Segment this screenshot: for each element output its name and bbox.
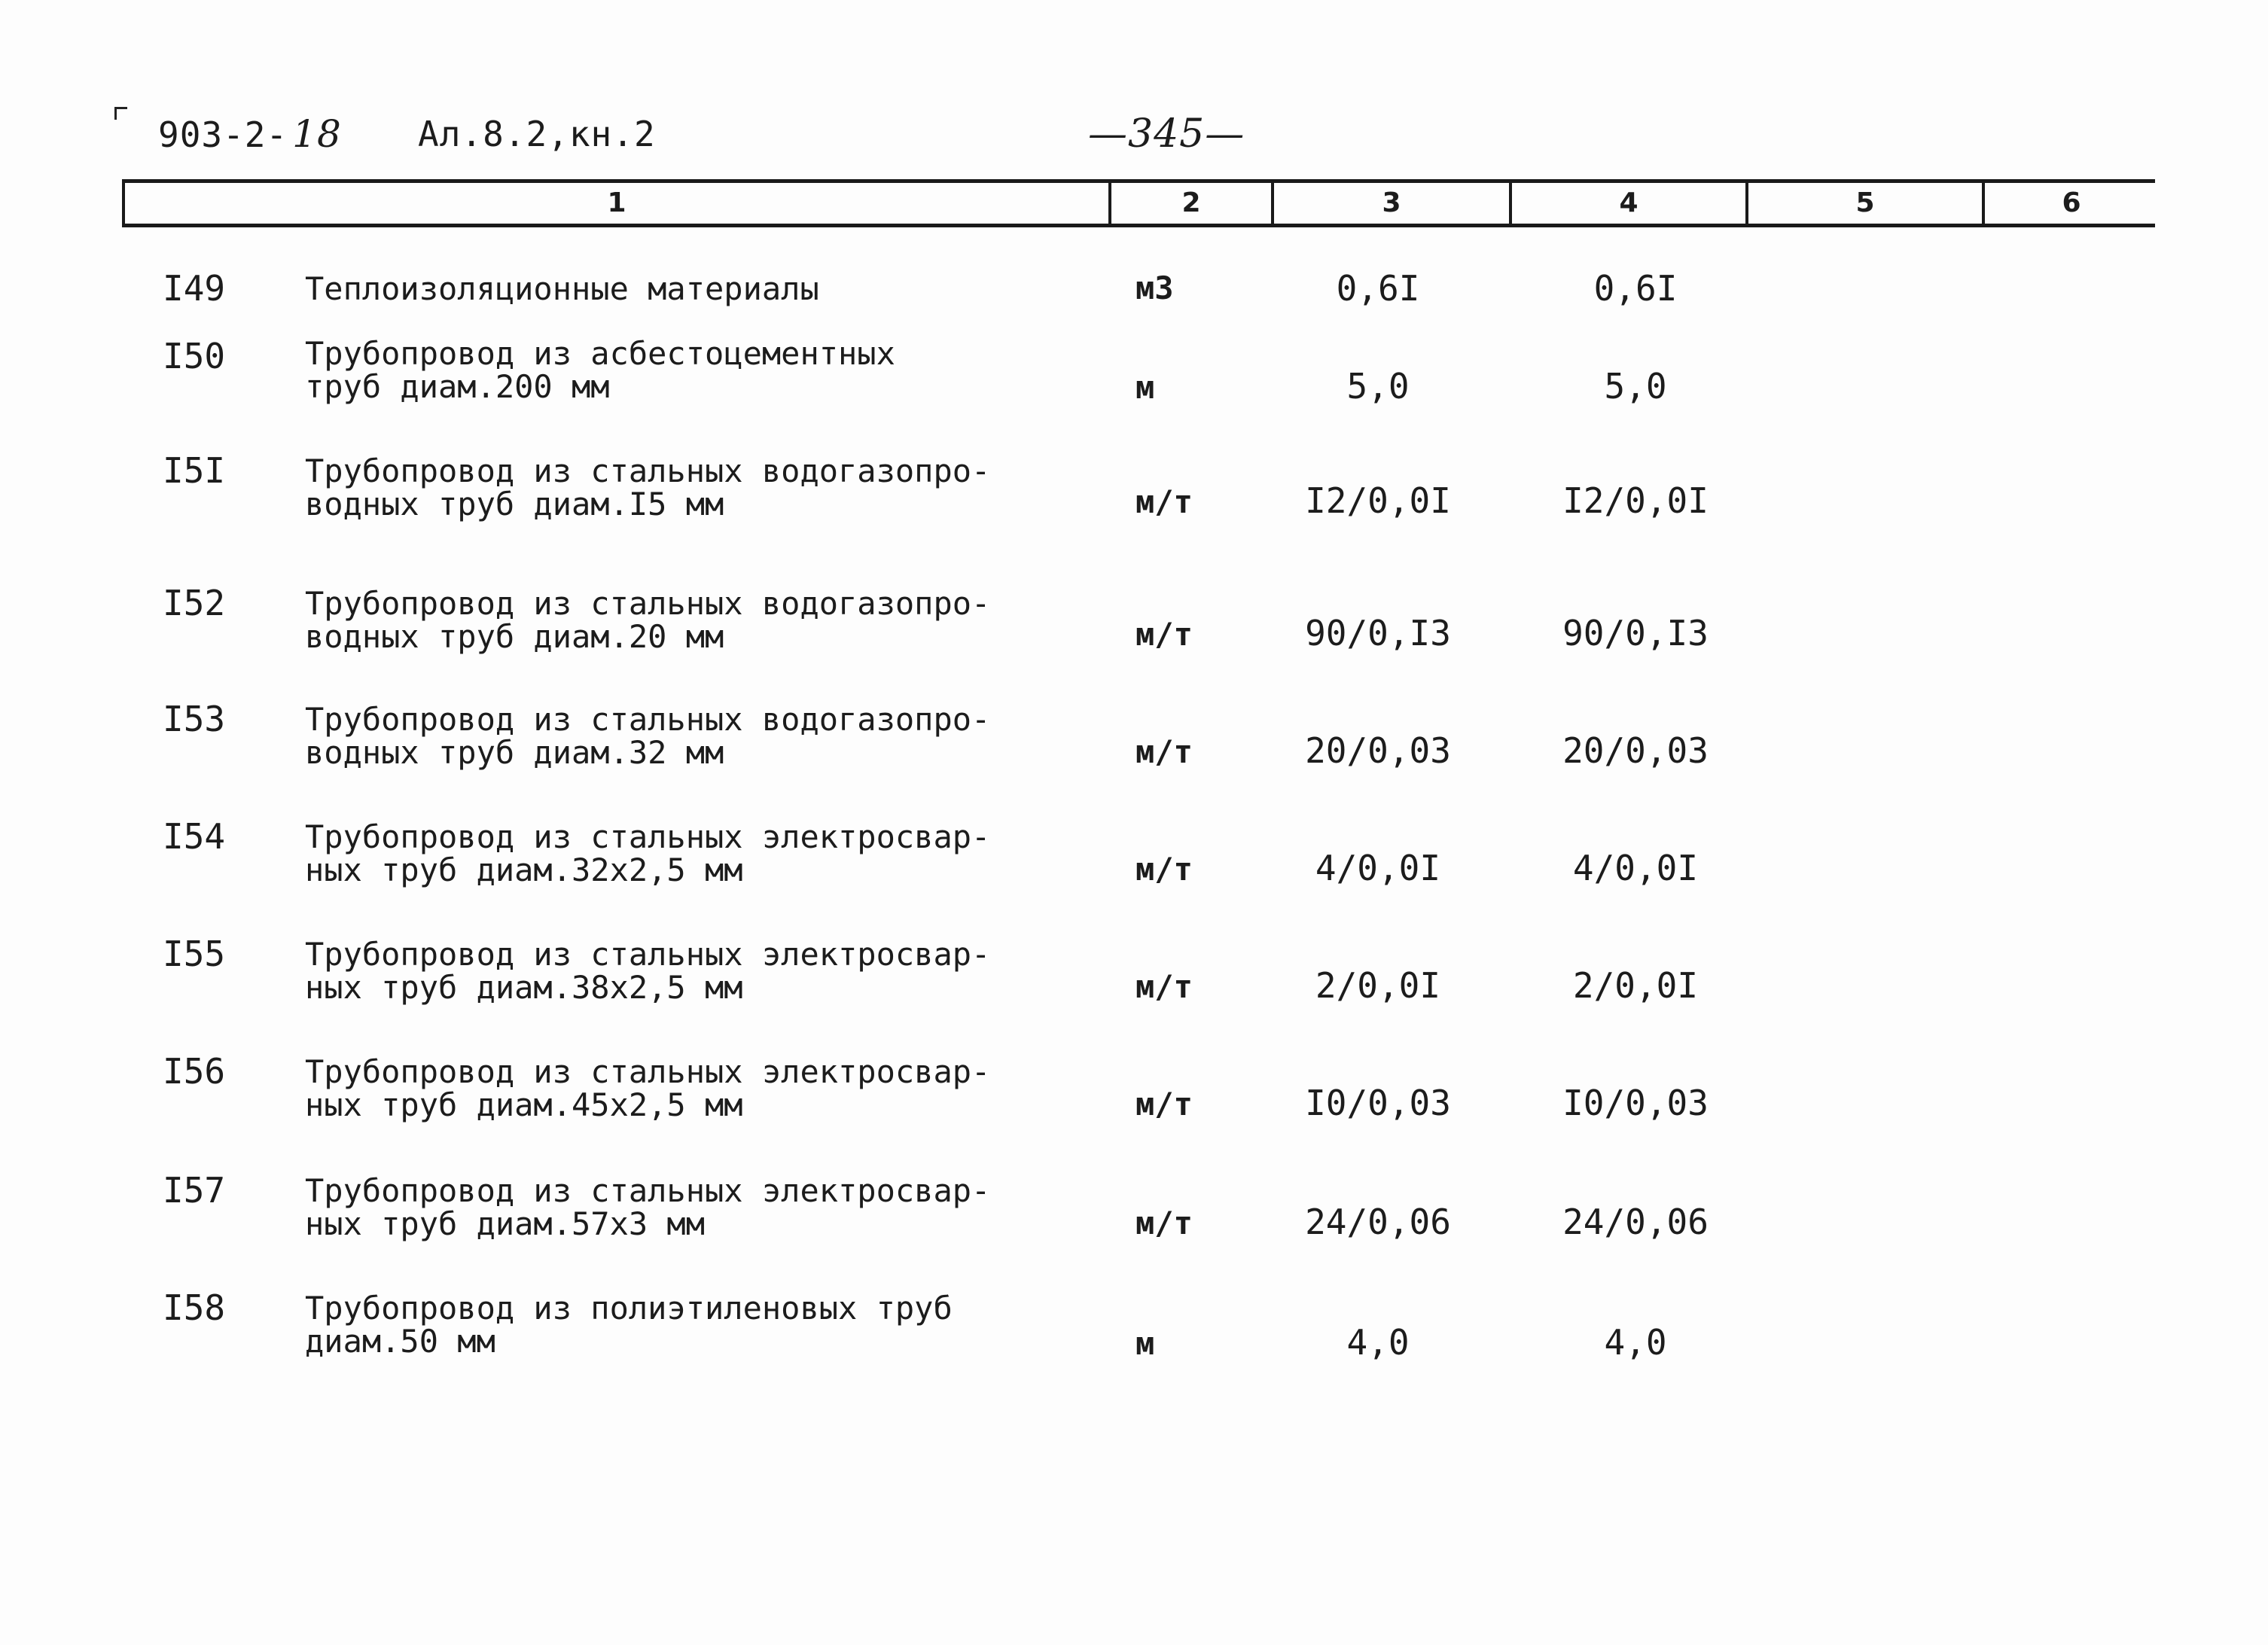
row-number: I55	[163, 934, 226, 974]
page-number: —345—	[1088, 111, 1245, 157]
column-header-1: 1	[125, 183, 1111, 224]
column-header-6: 6	[2062, 187, 2081, 218]
row-number: I58	[163, 1287, 226, 1328]
column-header-3: 3	[1274, 183, 1512, 224]
row-unit: м	[1136, 1325, 1155, 1362]
row-name: Трубопровод из стальных водогазопро- водных труб диам.I5 мм	[305, 452, 991, 522]
table-row	[0, 584, 2268, 690]
table-row	[0, 1171, 2268, 1277]
row-name: Трубопровод из стальных электросвар- ных труб диам.57х3 мм	[305, 1172, 991, 1242]
row-unit: м/т	[1136, 616, 1193, 653]
row-name: Трубопровод из асбестоцементных труб диам.200 мм	[305, 335, 895, 405]
row-unit: м/т	[1136, 733, 1193, 770]
row-name: Теплоизоляционные материалы	[305, 270, 819, 307]
row-col4-value: 0,6I	[1593, 268, 1678, 309]
row-unit: м/т	[1136, 968, 1193, 1005]
row-name: Трубопровод из стальных электросвар- ных труб диам.45х2,5 мм	[305, 1053, 991, 1123]
row-col4-value: 20/0,03	[1562, 730, 1709, 771]
document-code-handwritten: 18	[292, 112, 342, 156]
table-row	[0, 935, 2268, 1040]
row-number: I53	[163, 699, 226, 739]
row-col3-value: 4/0,0I	[1315, 848, 1441, 888]
column-header-4: 4	[1512, 183, 1748, 224]
row-number: I54	[163, 816, 226, 857]
row-name: Трубопровод из стальных водогазопро- водных труб диам.20 мм	[305, 585, 991, 655]
row-col3-value: 5,0	[1346, 366, 1410, 407]
row-col3-value: 20/0,03	[1305, 730, 1451, 771]
table-row	[0, 1289, 2268, 1394]
row-number: I5I	[163, 450, 226, 491]
row-unit: м3	[1136, 270, 1174, 306]
column-header-5: 5	[1748, 183, 1985, 224]
row-col3-value: I0/0,03	[1305, 1083, 1451, 1123]
row-col4-value: 5,0	[1604, 366, 1667, 407]
row-name: Трубопровод из стальных электросвар- ных труб диам.38х2,5 мм	[305, 936, 991, 1006]
row-col3-value: 24/0,06	[1305, 1202, 1451, 1242]
row-name: Трубопровод из полиэтиленовых труб диам.50 мм	[305, 1290, 953, 1360]
table-row	[0, 452, 2268, 557]
row-number: I57	[163, 1170, 226, 1211]
row-col4-value: I0/0,03	[1562, 1083, 1709, 1123]
row-col3-value: 4,0	[1346, 1322, 1410, 1363]
row-unit: м	[1136, 369, 1155, 406]
row-number: I49	[163, 268, 226, 309]
row-col3-value: 90/0,I3	[1305, 613, 1451, 653]
row-col3-value: 2/0,0I	[1315, 965, 1441, 1006]
row-col4-value: 4,0	[1604, 1322, 1667, 1363]
row-col4-value: I2/0,0I	[1562, 480, 1709, 521]
table-row	[0, 1052, 2268, 1158]
row-col4-value: 4/0,0I	[1572, 848, 1699, 888]
row-name: Трубопровод из стальных водогазопро- водных труб диам.32 мм	[305, 701, 991, 771]
document-code-prefix: 903-2-	[158, 114, 288, 155]
row-col3-value: 0,6I	[1336, 268, 1420, 309]
row-name: Трубопровод из стальных электросвар- ных труб диам.32х2,5 мм	[305, 818, 991, 888]
row-unit: м/т	[1136, 1086, 1193, 1123]
row-number: I50	[163, 336, 226, 376]
row-unit: м/т	[1136, 483, 1193, 520]
album-reference: Ал.8.2,кн.2	[418, 114, 656, 154]
row-unit: м/т	[1136, 1205, 1193, 1241]
table-row	[0, 818, 2268, 923]
row-number: I56	[163, 1051, 226, 1092]
row-unit: м/т	[1136, 851, 1193, 888]
table-row	[0, 337, 2268, 443]
row-col4-value: 2/0,0I	[1572, 965, 1699, 1006]
table-row	[0, 700, 2268, 806]
row-col3-value: I2/0,0I	[1305, 480, 1451, 521]
column-header-2: 2	[1111, 183, 1274, 224]
row-col4-value: 90/0,I3	[1562, 613, 1709, 653]
row-col4-value: 24/0,06	[1562, 1202, 1709, 1242]
row-number: I52	[163, 583, 226, 623]
